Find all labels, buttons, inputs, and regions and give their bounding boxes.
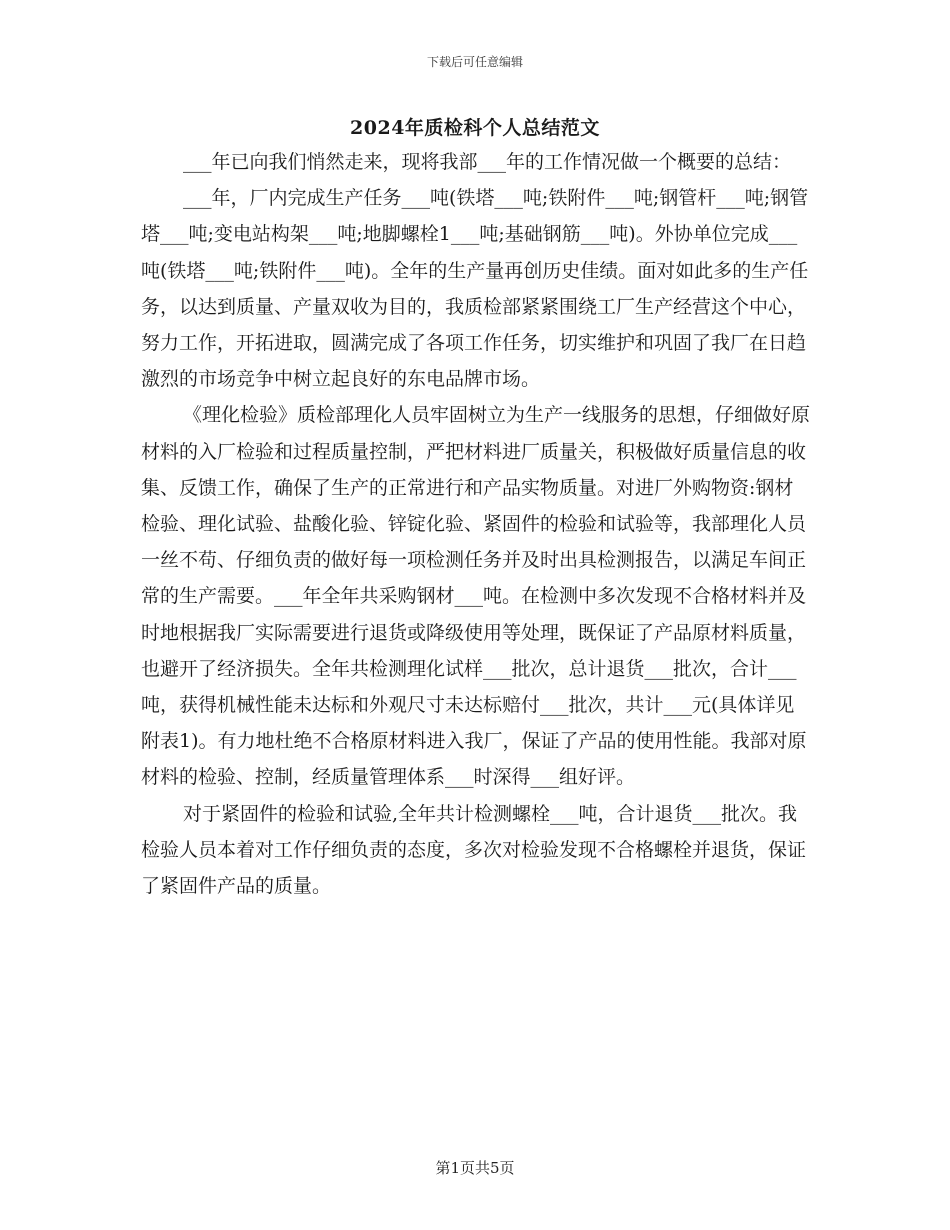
document-title: 2024年质检科个人总结范文 [350, 117, 600, 139]
paragraph-physical-chemical-inspection: 《理化检验》质检部理化人员牢固树立为生产一线服务的思想，仔细做好原材料的入厂检验和过程质量控制，严把材料进厂质量关，积极做好质量信息的收集、反馈工作，确保了生产的正常进行和产品实物质量。对进厂外购物资:钢材检验、理化试验、盐酸化验、锌锭化验、紧固件的检验和试验等，我部理化人员一丝不苟、仔细负责的做好每一项检测任务并及时出具检测报告，以满足车间正常的生产需要。___年全年共采购钢材___吨。在检测中多次发现不合格材料并及时地根据我厂实际需要进行退货或降级使用等处理，既保证了产品原材料质量，也避开了经济损失。全年共检测理化试样___批次，总计退货___批次，合计___吨，获得机械性能未达标和外观尺寸未达标赔付___批次，共计___元(具体详见附表1)。有力地杜绝不合格原材料进入我厂，保证了产品的使用性能。我部对原材料的检验、控制，经质量管理体系___时深得___组好评。 [141, 404, 811, 789]
paragraph-production: ___年，厂内完成生产任务___吨(铁塔___吨;铁附件___吨;钢管杆___吨;钢管塔___吨;变电站构架___吨;地脚螺栓1___吨;基础钢筋___吨)。外协单位完成___吨(铁塔___吨;铁附件___吨)。全年的生产量再创历史佳绩。面对如此多的生产任务，以达到质量、产量双收为目的，我质检部紧紧围绕工厂生产经营这个中心，努力工作，开拓进取，圆满完成了各项工作任务，切实维护和巩固了我厂在日趋激烈的市场竞争中树立起良好的东电品牌市场。 [141, 187, 809, 391]
paragraph-intro: ___年已向我们悄然走来，现将我部___年的工作情况做一个概要的总结： [183, 151, 792, 173]
page-number: 第1页共5页 [435, 1159, 515, 1177]
document-body [141, 144, 811, 904]
header-note: 下载后可任意编辑 [426, 55, 523, 69]
paragraph-fastener-inspection: 对于紧固件的检验和试验,全年共计检测螺栓___吨，合计退货___批次。我检验人员本着对工作仔细负责的态度，多次对检验发现不合格螺栓并退货，保证了紧固件产品的质量。 [141, 802, 807, 898]
